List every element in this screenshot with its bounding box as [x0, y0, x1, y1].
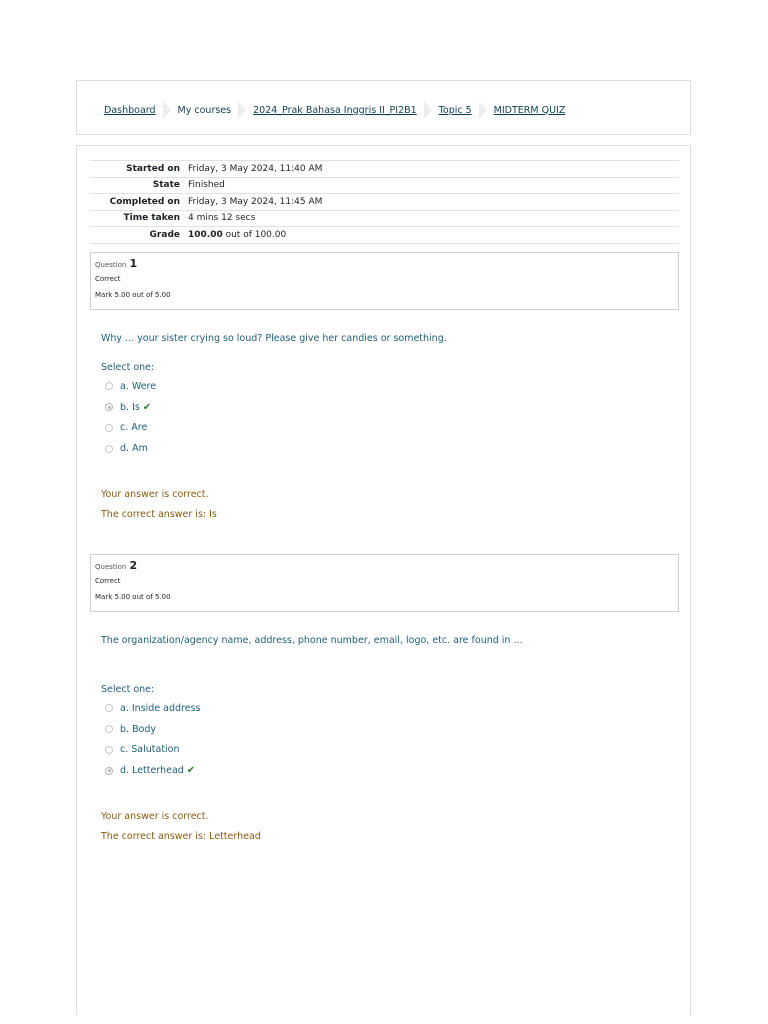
radio-button[interactable] [105, 424, 113, 432]
option-c[interactable] [105, 740, 201, 761]
breadcrumb [104, 101, 565, 119]
option-label: c. Salutation [120, 744, 180, 756]
breadcrumb-topic[interactable]: Topic 5 [438, 104, 472, 116]
option-label: a. Were [120, 380, 157, 392]
option-d[interactable] [105, 438, 156, 459]
option-a[interactable] [105, 698, 201, 719]
summary-value [184, 227, 679, 244]
question-mark: Mark 5.00 out of 5.00 [95, 291, 171, 299]
option-c[interactable] [105, 418, 156, 439]
select-one-label: Select one: [101, 684, 155, 695]
question-number [95, 257, 137, 270]
option-label: b. Body [120, 723, 157, 735]
summary-value: Friday, 3 May 2024, 11:40 AM [184, 161, 679, 178]
question-number [95, 559, 137, 572]
summary-label: State [90, 177, 184, 194]
summary-label: Time taken [90, 210, 184, 227]
quiz-review-card [76, 145, 691, 1015]
breadcrumb-separator [237, 101, 247, 119]
radio-button[interactable] [105, 382, 113, 390]
breadcrumb-course[interactable]: 2024_Prak Bahasa Inggris II_PI2B1 [253, 104, 417, 116]
question-1-text: Why ... your sister crying so loud? Please give her candies or something. [101, 333, 447, 344]
option-label: b. Is [120, 401, 140, 413]
question-2-info [90, 554, 679, 612]
select-one-label: Select one: [101, 362, 155, 373]
radio-button[interactable] [105, 725, 113, 733]
question-1-feedback: Your answer is correct. [101, 489, 209, 500]
question-state: Correct [95, 577, 121, 585]
question-1-options [105, 376, 156, 459]
option-label: c. Are [120, 422, 148, 434]
breadcrumb-quiz[interactable]: MIDTERM QUIZ [493, 104, 566, 116]
question-number-value: 1 [129, 257, 138, 270]
grade-total: out of 100.00 [222, 229, 287, 240]
option-b[interactable] [105, 719, 201, 740]
option-label: d. Am [120, 443, 148, 455]
summary-value: 4 mins 12 secs [184, 210, 679, 227]
option-b[interactable] [105, 397, 156, 418]
question-2-correct-answer: The correct answer is: Letterhead [101, 831, 261, 842]
question-mark: Mark 5.00 out of 5.00 [95, 593, 171, 601]
summary-row-time [90, 210, 679, 227]
summary-row-grade [90, 227, 679, 244]
question-2-text: The organization/agency name, address, phone number, email, logo, etc. are found in ... [101, 635, 523, 646]
breadcrumb-separator [478, 101, 488, 119]
option-label: d. Letterhead [120, 765, 184, 777]
radio-button[interactable] [105, 746, 113, 754]
check-icon: ✔ [142, 401, 152, 413]
question-prefix: Question [95, 261, 127, 269]
option-label: a. Inside address [120, 702, 201, 714]
question-state: Correct [95, 275, 121, 283]
breadcrumb-separator [162, 101, 172, 119]
breadcrumb-my-courses: My courses [177, 104, 232, 116]
attempt-summary-table [90, 160, 679, 244]
breadcrumb-card [76, 80, 691, 135]
breadcrumb-separator [423, 101, 433, 119]
question-number-value: 2 [129, 559, 138, 572]
radio-button[interactable] [105, 704, 113, 712]
summary-value: Friday, 3 May 2024, 11:45 AM [184, 194, 679, 211]
summary-label: Started on [90, 161, 184, 178]
question-2-options [105, 698, 201, 781]
grade-score: 100.00 [188, 229, 223, 240]
question-1-correct-answer: The correct answer is: Is [101, 509, 217, 520]
summary-value: Finished [184, 177, 679, 194]
radio-button-selected[interactable] [105, 403, 113, 411]
question-prefix: Question [95, 563, 127, 571]
summary-label: Grade [90, 227, 184, 244]
option-a[interactable] [105, 376, 156, 397]
option-d[interactable] [105, 760, 201, 781]
radio-button-selected[interactable] [105, 767, 113, 775]
question-1-info [90, 252, 679, 310]
breadcrumb-dashboard[interactable]: Dashboard [104, 104, 156, 116]
radio-button[interactable] [105, 445, 113, 453]
summary-row-started [90, 161, 679, 178]
summary-row-state [90, 177, 679, 194]
summary-row-completed [90, 194, 679, 211]
question-2-feedback: Your answer is correct. [101, 811, 209, 822]
check-icon: ✔ [186, 765, 196, 777]
summary-label: Completed on [90, 194, 184, 211]
